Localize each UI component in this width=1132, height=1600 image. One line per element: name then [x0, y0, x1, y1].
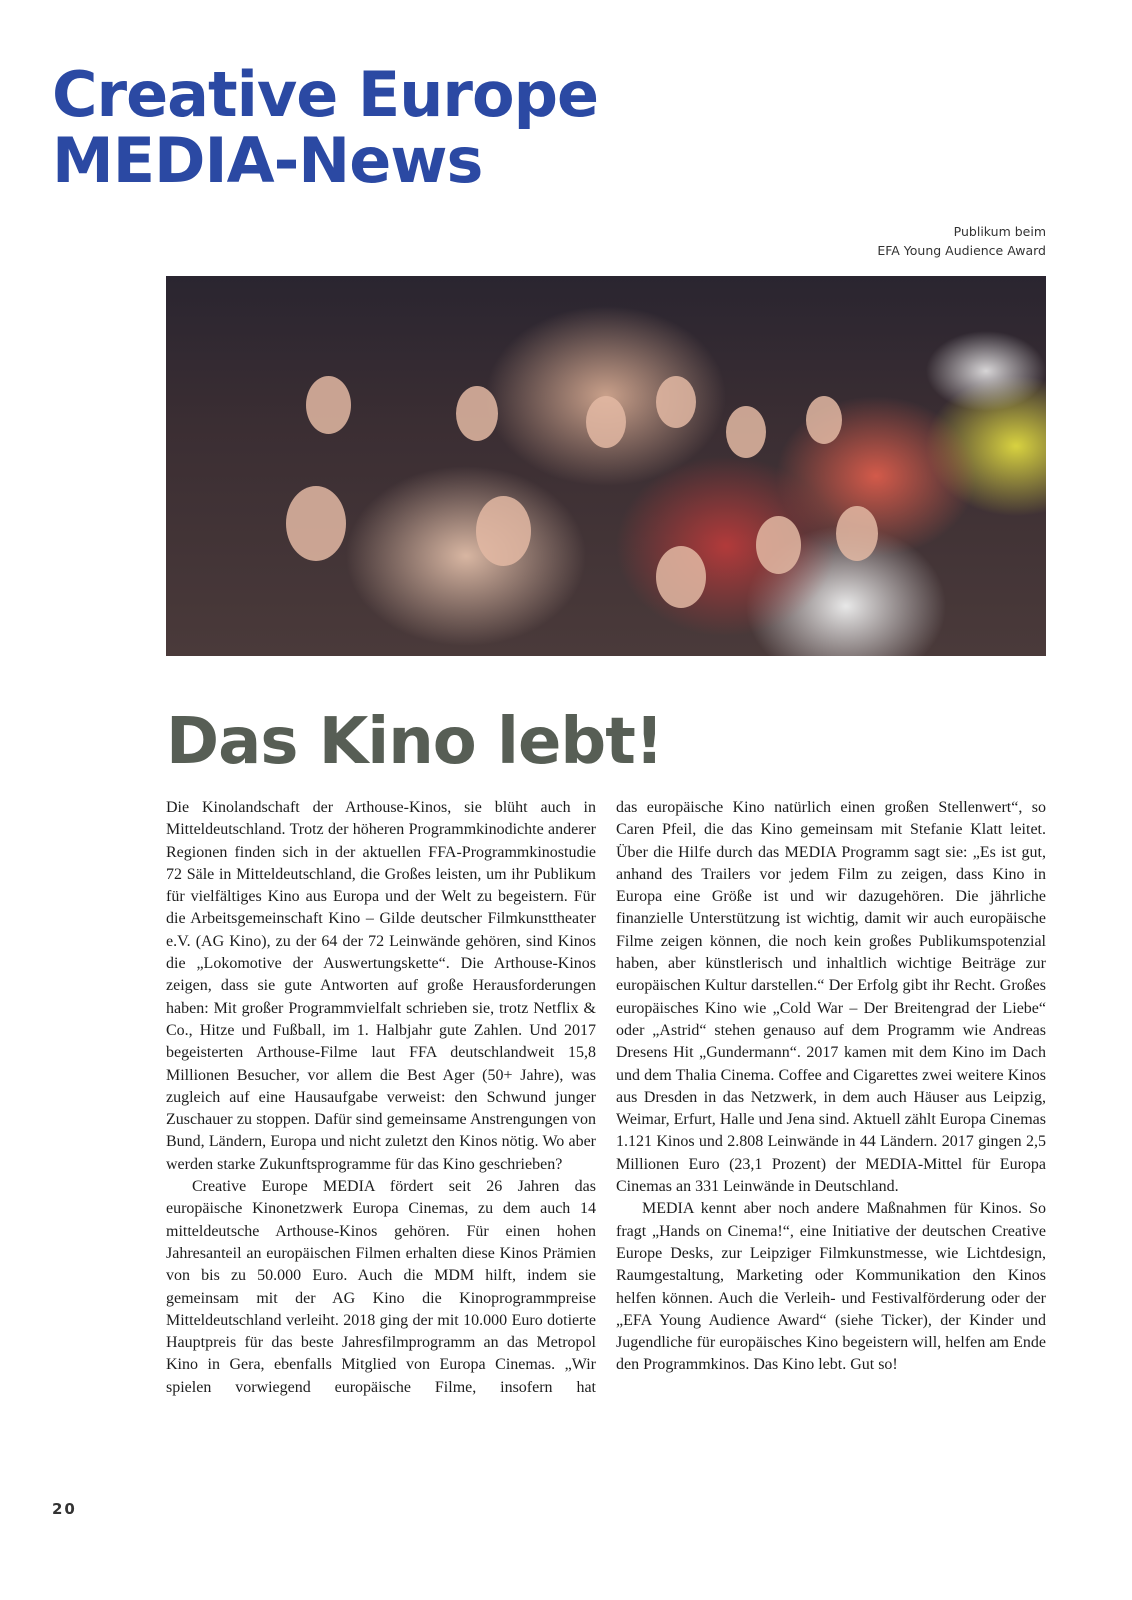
article-heading: Das Kino lebt! [166, 705, 663, 779]
article-column-2 [616, 797, 1046, 1377]
article-paragraph: Die Kinolandschaft der Arthouse-Kinos, sie blüht auch in Mitteldeutschland. Trotz der höheren Programmkinodichte anderer Regionen finden sich in der aktuellen FFA-Programmkinostudie 72 Säle in Mitteldeutschland, die Großes leisten, um ihr Publikum für vielfältiges Kino aus Europa und der Welt zu begeistern. Für die Arbeitsgemeinschaft Kino – Gilde deutscher Filmkunsttheater e.V. (AG Kino), zu der 64 der 72 Leinwände gehören, sind Kinos die „Lokomotive der Auswertungskette“. Die Arthouse-Kinos zeigen, dass sie gute Antworten auf große Herausforderungen haben: Mit großer Programmvielfalt schrieben sie, trotz Netflix & Co., Hitze und Fußball, im 1. Halbjahr gute Zahlen. Und 2017 begeisterten Arthouse-Filme laut FFA deutschlandweit 15,8 Millionen Besucher, vor allem die Best Ager (50+ Jahre), was zugleich auf eine Hausaufgabe verweist: den Schwund junger Zuschauer zu stoppen. Dafür sind gemeinsame Anstrengungen von Bund, Ländern, Europa und nicht zuletzt den Kinos nötig. Wo aber werden starke Zukunftsprogramme für das Kino geschrieben? [166, 799, 596, 1173]
photo-detail [306, 376, 351, 434]
photo-detail [476, 496, 531, 566]
photo-detail [586, 396, 626, 448]
page-number: 20 [52, 1500, 77, 1518]
caption-line-2: EFA Young Audience Award [877, 243, 1046, 258]
title-line-1: Creative Europe [52, 58, 598, 131]
photo-caption [877, 222, 1046, 260]
article-paragraph: das europäische Kino natürlich einen großen Stellenwert“, so Caren Pfeil, die das Kino gemeinsam mit Stefanie Klatt leitet. Über die Hilfe durch das MEDIA Programm sagt sie: „Es ist gut, anhand des Trailers vor jedem Film zu zeigen, dass Kino in Europa eine Größe ist und wir dazugehören. Die jährliche finanzielle Unterstützung ist wichtig, damit wir auch europäische Filme zeigen können, die noch kein großes Publikumspotenzial haben, aber künstlerisch und inhaltlich wichtige Beiträge zur europäischen Kultur darstellen.“ Der Erfolg gibt ihr Recht. Großes europäisches Kino wie „Cold War – Der Breitengrad der Liebe“ oder „Astrid“ stehen genauso auf dem Programm wie Andreas Dresens Hit „Gundermann“. 2017 kamen mit dem Kino im Dach und dem Thalia Cinema. Coffee and Cigarettes zwei weitere Kinos aus Dresden in das Netzwerk, in dem auch Häuser aus Leipzig, Weimar, Erfurt, Halle und Jena sind. Aktuell zählt Europa Cinemas 1.121 Kinos und 2.808 Leinwände in 44 Ländern. 2017 gingen 2,5 Millionen Euro (23,1 Prozent) der MEDIA-Mittel für Europa Cinemas an 331 Leinwände in Deutschland. [616, 799, 1046, 1196]
magazine-title [52, 58, 598, 197]
photo-detail [836, 506, 878, 561]
article-paragraph: Creative Europe MEDIA fördert seit 26 Jahren das europäische Kinonetzwerk Europa Cinemas, zu dem auch 14 mitteldeutsche Arthouse-Kinos gehören. Für einen hohen Jahresanteil an europäischen Filmen erhalten diese Kinos Prämien von bis zu 50.000 Euro. Auch die MDM hilft, indem sie gemeinsam mit der AG Kino die Kinoprogrammpreise Mitteldeutschland verleiht. 2018 ging der mit 10.000 Euro dotierte Hauptpreis für das beste Jahresfilmprogramm an das Metropol Kino in Gera, ebenfalls Mitglied von Europa Cinemas. „Wir spielen vorwiegend europäische Filme, insofern hat [166, 1178, 596, 1396]
photo-detail [456, 386, 498, 441]
caption-line-1: Publikum beim [953, 224, 1046, 239]
title-line-2: MEDIA-News [52, 124, 483, 197]
audience-photo [166, 276, 1046, 656]
photo-detail [726, 406, 766, 458]
article-column-1 [166, 797, 596, 1399]
photo-detail [656, 546, 706, 608]
photo-detail [756, 516, 801, 574]
photo-detail [806, 396, 842, 444]
photo-detail [286, 486, 346, 561]
photo-detail [656, 376, 696, 428]
article-paragraph: MEDIA kennt aber noch andere Maßnahmen für Kinos. So fragt „Hands on Cinema!“, eine Initiative der deutschen Creative Europe Desks, zur Leipziger Filmkunstmesse, wie Lichtdesign, Raumgestaltung, Marketing oder Kommunikation den Kinos helfen können. Auch die Verleih- und Festivalförderung oder der „EFA Young Audience Award“ (siehe Ticker), der Kinder und Jugendliche für europäisches Kino begeistern will, helfen am Ende den Programmkinos. Das Kino lebt. Gut so! [616, 1200, 1046, 1374]
